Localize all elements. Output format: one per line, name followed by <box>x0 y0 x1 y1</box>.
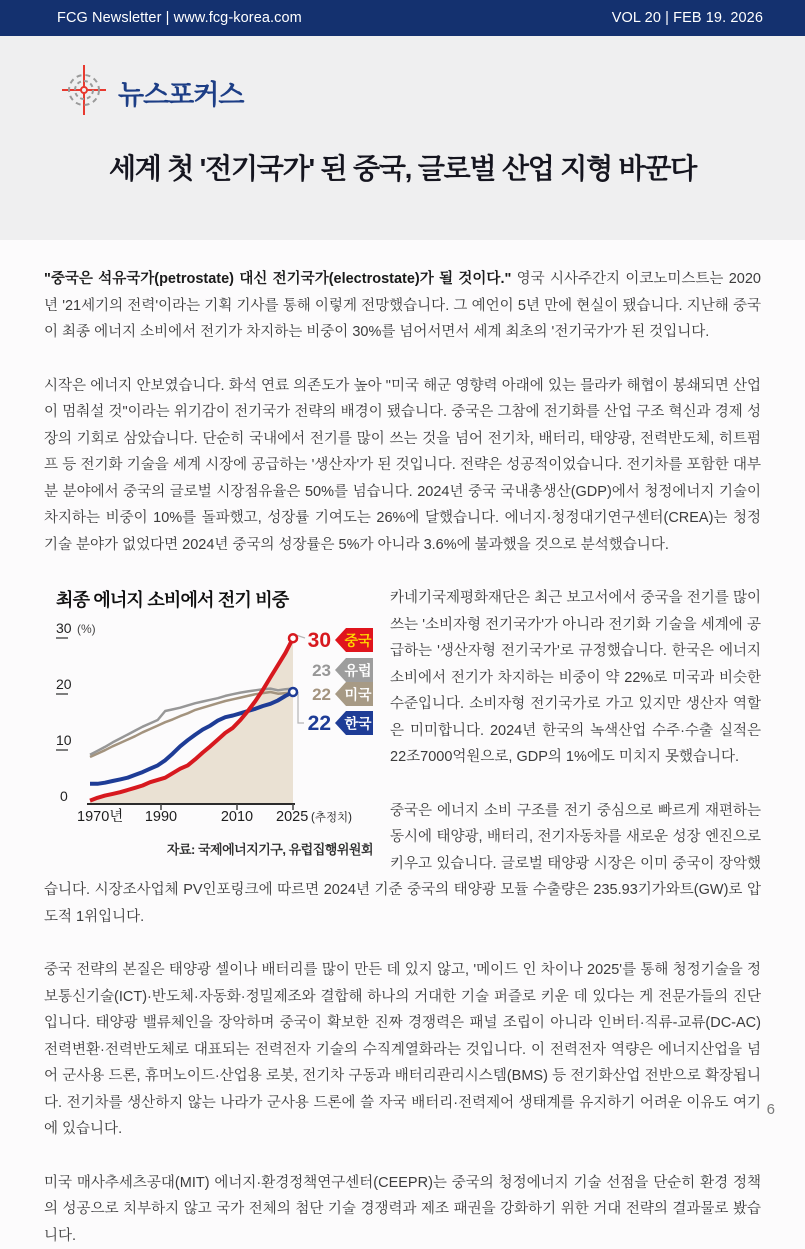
topbar-left-text: FCG Newsletter | www.fcg-korea.com <box>57 10 302 26</box>
chart-canvas <box>55 620 373 826</box>
paragraph-6: 미국 매사추세츠공대(MIT) 에너지·환경정책연구센터(CEEPR)는 중국의 청정에너지 기술 선점을 단순히 환경 정책의 성공으로 치부하지 않고 국가 전체의 첨단 기술 경쟁력과 제조 패권을 강화하기 위한 거대 전략의 결과물로 봤습니다. <box>44 1170 761 1249</box>
ytick-30: 30 <box>56 620 72 636</box>
xtick-2010: 2010 <box>221 809 253 825</box>
china-value: 30 <box>308 629 331 652</box>
logo <box>60 64 805 121</box>
chart-title: 최종 에너지 소비에서 전기 비중 <box>56 587 373 614</box>
article-body <box>0 240 805 1249</box>
korea-value: 22 <box>308 712 331 735</box>
logo-wordmark: 뉴스포커스 <box>118 73 243 112</box>
electricity-share-chart <box>55 587 373 864</box>
ytick-0: 0 <box>60 788 68 804</box>
masthead <box>0 36 805 240</box>
page-number: 6 <box>767 1101 775 1118</box>
ytick-10: 10 <box>56 732 72 748</box>
us-value: 22 <box>312 685 331 704</box>
article-headline: 세계 첫 '전기국가' 된 중국, 글로벌 산업 지형 바꾼다 <box>60 147 805 187</box>
topbar-volume-date: VOL 20 | FEB 19. 2026 <box>612 10 763 26</box>
lead-quote: "중국은 석유국가(petrostate) 대신 전기국가(electrostate)가 될 것이다." <box>44 271 511 287</box>
china-end-marker <box>289 634 297 642</box>
xtick-2025: 2025 <box>276 809 308 825</box>
korea-end-marker <box>289 688 297 696</box>
xtick-2025-note: (추정치) <box>311 810 352 824</box>
xtick-1970: 1970년 <box>77 807 123 825</box>
chart-source: 자료: 국제에너지기구, 유럽집행위원회 <box>55 837 373 864</box>
paragraph-2: 시작은 에너지 안보였습니다. 화석 연료 의존도가 높아 "미국 해군 영향력 아래에 있는 믈라카 해협이 봉쇄되면 산업이 멈춰설 것"이라는 위기감이 전기국가 전략의 배경이 됐습니다. 중국은 그참에 전기화를 산업 구조 혁신과 경제 성장의 기회로 삼았습니다. 단순히 국내에서 전기를 많이 쓰는 것을 넘어 전기차, 배터리, 태양광, 전력반도체, 히트펌프 등 전기화 기술을 세계 시장에 공급하는 '생산자'가 된 것입니다. 전략은 성공적이었습니다. 전기차를 포함한 대부분 분야에서 중국의 글로벌 시장점유율은 50%를 넘습니다. 2024년 중국 국내총생산(GDP)에서 청정에너지 기술이 차지하는 비중이 10%를 돌파했고, 성장률 기여도는 26%에 달했습니다. 에너지·청정대기연구센터(CREA)는 청정 기술 분야가 없었다면 2024년 중국의 성장률은 5%가 아니라 3.6%에 불과했을 것으로 분석했습니다. <box>44 373 761 559</box>
y-unit: (%) <box>77 622 96 636</box>
paragraph-4: 중국은 에너지 소비 구조를 전기 중심으로 빠르게 재편하는 동시에 태양광, 배터리, 전기자동차를 새로운 성장 엔진으로 키우고 있습니다. 글로벌 태양광 시장은 이미 중국이 장악했습니다. 시장조사업체 PV인포링크에 따르면 2024년 기준 중국의 태양광 모듈 수출량은 235.93기가와트(GW)로 압도적 1위입니다. <box>44 798 761 931</box>
newsletter-topbar <box>0 0 805 36</box>
paragraph-1: "중국은 석유국가(petrostate) 대신 전기국가(electrostate)가 될 것이다." 영국 시사주간지 이코노미스트는 2020년 '21세기의 전력'이라는 기획 기사를 통해 이렇게 전망했습니다. 그 예언이 5년 만에 현실이 됐습니다. 지난해 중국이 최종 에너지 소비에서 전기가 차지하는 비중이 30%를 넘어서면서 세계 최초의 '전기국가'가 된 것입니다. <box>44 266 761 346</box>
crosshair-target-icon <box>60 64 108 121</box>
europe-value: 23 <box>312 661 331 680</box>
korea-badge-label: 한국 <box>343 715 372 731</box>
xtick-1990: 1990 <box>145 809 177 825</box>
us-badge-label: 미국 <box>344 686 372 702</box>
europe-badge-label: 유럽 <box>344 662 371 678</box>
paragraph-5: 중국 전략의 본질은 태양광 셀이나 배터리를 많이 만든 데 있지 않고, '메이드 인 차이나 2025'를 통해 청정기술을 정보통신기술(ICT)·반도체·자동화·정밀제조와 결합해 하나의 거대한 기술 퍼즐로 키운 데 있다는 게 전문가들의 진단입니다. 태양광 밸류체인을 장악하며 중국이 확보한 진짜 경쟁력은 패널 조립이 아니라 인버터·직류-교류(DC-AC) 전력변환·전력반도체로 대표되는 전력전자 기술의 수직계열화라는 것입니다. 이 전력전자 역량은 에너지산업을 넘어 군사용 드론, 휴머노이드·산업용 로봇, 전기차 구동과 배터리관리시스템(BMS) 등 전기화산업 전반으로 확장됩니다. 전기차를 생산하지 않는 나라가 군사용 드론에 쓸 자국 배터리·전력제어 생태계를 유지하기 어려운 이유도 여기에 있습니다. <box>44 957 761 1143</box>
ytick-20: 20 <box>56 676 72 692</box>
paragraph-3: 카네기국제평화재단은 최근 보고서에서 중국을 전기를 많이 쓰는 '소비자형 전기국가'가 아니라 전기화 기술을 세계에 공급하는 '생산자형 전기국가'로 규정했습니다. 한국은 에너지 소비에서 전기가 차지하는 비중이 약 22%로 미국과 비슷한 수준입니다. 소비자형 전기국가로 가고 있지만 생산자 역할은 미미합니다. 2024년 한국의 녹색산업 수주·수출 실적은 22조7000억원으로, GDP의 1%에도 미치지 못했습니다. <box>44 585 761 771</box>
china-badge-label: 중국 <box>344 632 372 648</box>
